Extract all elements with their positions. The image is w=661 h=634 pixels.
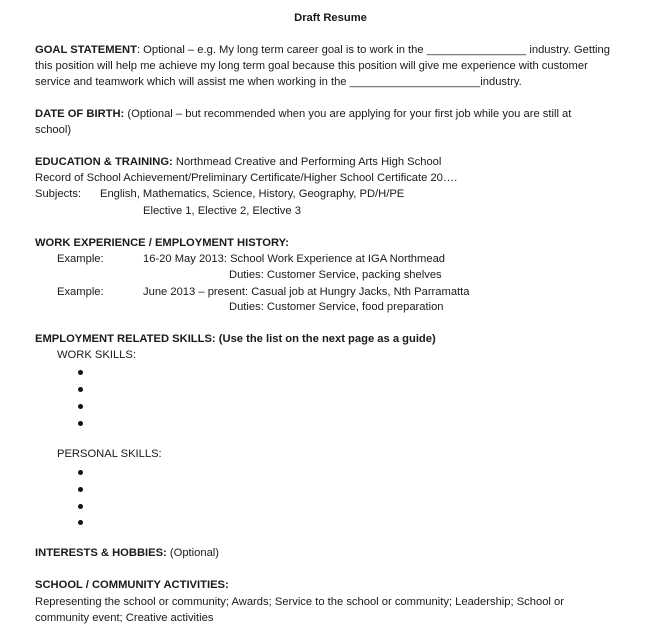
activities-text-1: Representing the school or community; Awards; Service to the school or community; Leadership; School or — [35, 596, 564, 608]
goal-label: GOAL STATEMENT — [35, 44, 137, 56]
personal-skill-bullet — [78, 487, 83, 492]
dob-text-1: (Optional – but recommended when you are applying for your first job while you are still at — [124, 108, 572, 120]
work-entry-1-duties: Duties: Customer Service, packing shelves — [229, 269, 442, 281]
personal-skill-bullet — [78, 504, 83, 509]
subjects-line-2: Elective 1, Elective 2, Elective 3 — [143, 205, 301, 217]
work-entry-2-detail: June 2013 – present: Casual job at Hungry Jacks, Nth Parramatta — [143, 286, 470, 298]
dob-line-1 — [35, 106, 571, 122]
goal-text-3: service and teamwork which will assist me when working in the _____________________industry. — [35, 76, 522, 88]
work-entry-2-duties: Duties: Customer Service, food preparation — [229, 301, 444, 313]
education-school: Northmead Creative and Performing Arts High School — [172, 156, 442, 168]
interests-line — [35, 545, 219, 561]
work-entry-1-detail: 16-20 May 2013: School Work Experience at IGA Northmead — [143, 253, 446, 265]
goal-line-1 — [35, 42, 610, 58]
education-label: EDUCATION & TRAINING: — [35, 156, 173, 168]
work-skill-bullet — [78, 404, 83, 409]
goal-text-2: this position will help me achieve my long term goal because this position will give me experience with customer — [35, 60, 588, 72]
work-entry-2-prefix: Example: — [57, 286, 104, 298]
personal-skill-bullet — [78, 520, 83, 525]
education-record: Record of School Achievement/Preliminary Certificate/Higher School Certificate 20…. — [35, 172, 458, 184]
subjects-label: Subjects: — [35, 188, 82, 200]
dob-label: DATE OF BIRTH: — [35, 108, 125, 120]
activities-text-2: community event; Creative activities — [35, 612, 214, 624]
work-skills-label: WORK SKILLS: — [57, 349, 136, 361]
work-skill-bullet — [78, 370, 83, 375]
goal-text-1: : Optional – e.g. My long term career goal is to work in the ________________ industry. Getting — [136, 44, 610, 56]
personal-skills-label: PERSONAL SKILLS: — [57, 448, 162, 460]
activities-label: SCHOOL / COMMUNITY ACTIVITIES: — [35, 579, 229, 591]
interests-label: INTERESTS & HOBBIES: — [35, 547, 167, 559]
work-skill-bullet — [78, 421, 83, 426]
work-label: WORK EXPERIENCE / EMPLOYMENT HISTORY: — [35, 237, 290, 249]
education-line-1 — [35, 154, 441, 170]
work-entry-1-prefix: Example: — [57, 253, 104, 265]
document-title: Draft Resume — [294, 12, 367, 24]
dob-text-2: school) — [35, 124, 72, 136]
subjects-line-1: English, Mathematics, Science, History, Geography, PD/H/PE — [100, 188, 405, 200]
work-skill-bullet — [78, 387, 83, 392]
personal-skill-bullet — [78, 470, 83, 475]
interests-note: (Optional) — [166, 547, 220, 559]
skills-label: EMPLOYMENT RELATED SKILLS: (Use the list on the next page as a guide) — [35, 333, 436, 345]
